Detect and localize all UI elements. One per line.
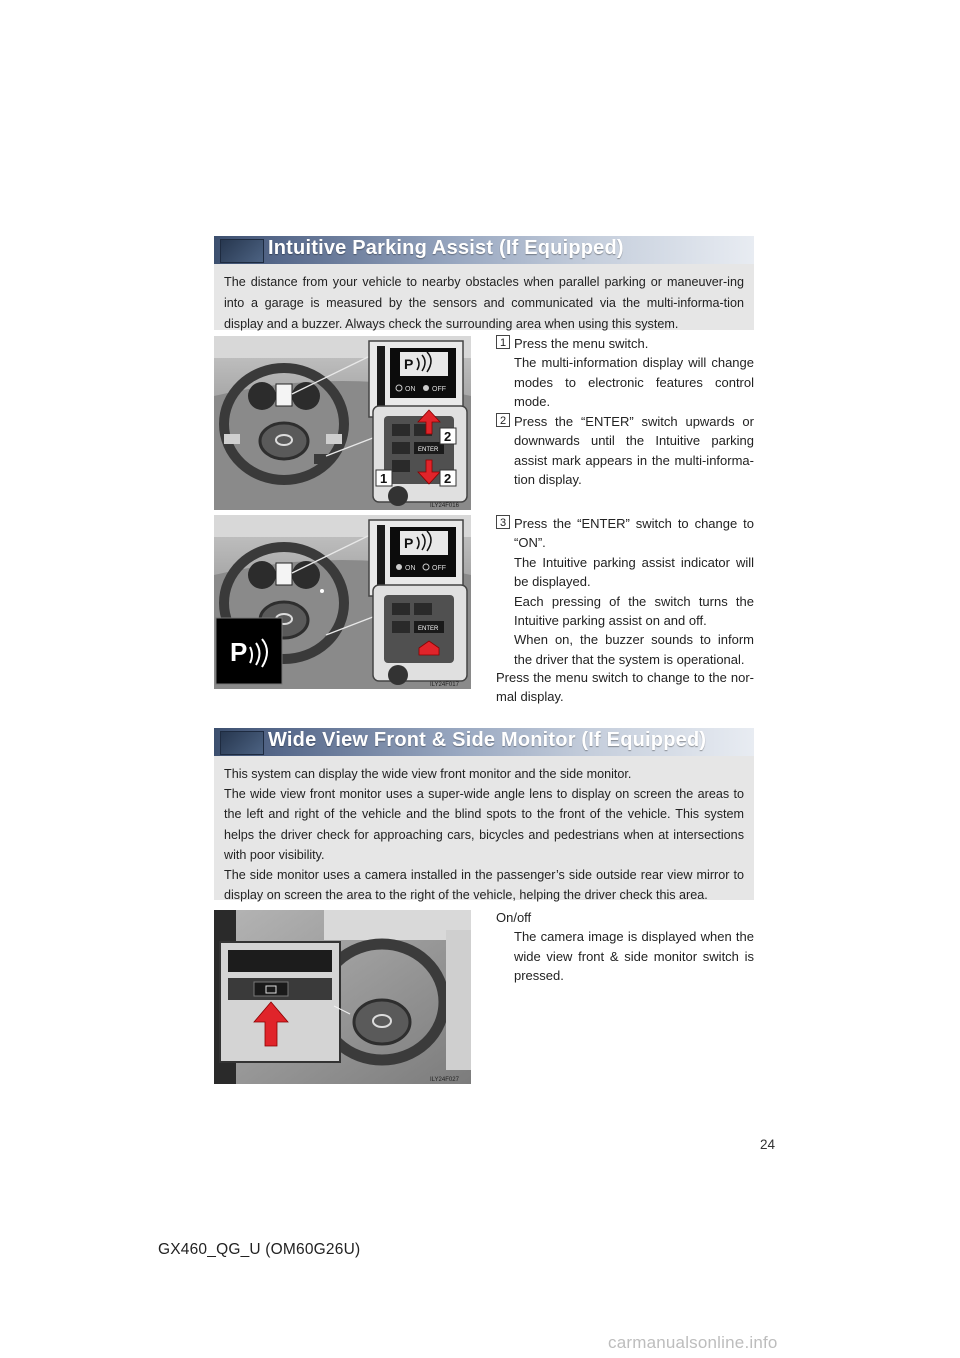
step-3 <box>496 514 754 669</box>
step-number: 1 <box>496 335 510 349</box>
header-thumbnail <box>220 731 264 755</box>
document-code: GX460_QG_U (OM60G26U) <box>158 1241 361 1258</box>
watermark: carmanualsonline.info <box>608 1333 778 1352</box>
svg-text:P: P <box>230 637 248 667</box>
step-text: When on, the buzzer sounds to inform the driver that the system is operational. <box>514 632 754 667</box>
intro-text: The wide view front monitor uses a super-wide angle lens to display on screen the areas to the left and right of the vehicle and the blind spots to the front of the vehicle. This system helps the driver check for approaching cars, bicycles and pedestrians when at intersections with poor visibility. <box>224 787 744 862</box>
header-thumbnail <box>220 239 264 263</box>
onoff-text: The camera image is displayed when the wide view front & side monitor switch is pressed. <box>514 929 754 984</box>
step-number: 3 <box>496 515 510 529</box>
step-text: Press the menu switch. <box>514 336 649 351</box>
intro-text: This system can display the wide view front monitor and the side monitor. <box>224 767 632 781</box>
figure-dashboard-2 <box>214 515 471 689</box>
section-title: Wide View Front & Side Monitor (If Equipped) <box>268 729 707 751</box>
fig1-off-label: OFF <box>432 386 446 393</box>
page-number: 24 <box>760 1137 776 1152</box>
onoff-label: On/off <box>496 910 532 925</box>
section-header-parking-assist <box>214 236 754 264</box>
figure-code: ILY24F017 <box>430 682 459 688</box>
section-title: Intuitive Parking Assist (If Equipped) <box>268 237 624 259</box>
intro-text: The side monitor uses a camera installed in the passenger’s side outside rear view mirror to display on screen the area to the right of the vehicle, helping the driver check this area. <box>224 868 744 903</box>
fig1-callout-2a: 2 <box>444 429 452 444</box>
fig2-enter-label: ENTER <box>418 626 439 632</box>
intro-text: The distance from your vehicle to nearby obstacles when parallel parking or maneuver-ing into a garage is measured by the sensors and communicated via the multi-informa-tion display and a buzzer. Always check the surrounding area when using this system. <box>224 275 744 331</box>
figure-code: ILY24F016 <box>430 503 459 509</box>
step-text: Press the “ENTER” switch to change to “ON”. <box>514 516 754 551</box>
step-text: Press the “ENTER” switch upwards or downwards until the Intuitive parking assist mark appears in the multi-informa-tion display. <box>514 414 754 488</box>
step-number: 2 <box>496 413 510 427</box>
figure-dashboard-1 <box>214 336 471 510</box>
fig1-on-label: ON <box>405 386 416 393</box>
step-text: Each pressing of the switch turns the Intuitive parking assist on and off. <box>514 593 754 629</box>
svg-text:P: P <box>404 535 414 551</box>
figure-monitor-switch <box>214 910 471 1084</box>
intro-box <box>214 756 754 903</box>
step-text: The Intuitive parking assist indicator will be displayed. <box>514 554 754 590</box>
intro-box <box>214 264 754 330</box>
svg-text:P: P <box>404 356 414 372</box>
fig1-callout-1: 1 <box>380 471 388 486</box>
section-header-wide-view-monitor <box>214 728 754 756</box>
onoff-block <box>496 908 754 986</box>
step-text: The multi-information display will change modes to electronic features control mode. <box>514 355 754 410</box>
fig2-off-label: OFF <box>432 565 446 572</box>
closing-note: Press the menu switch to change to the nor-mal display. <box>496 670 754 705</box>
step-1 <box>496 334 754 412</box>
fig2-on-label: ON <box>405 565 416 572</box>
step-2 <box>496 412 754 490</box>
fig1-callout-2b: 2 <box>444 471 452 486</box>
figure-code: ILY24F027 <box>430 1077 459 1083</box>
fig1-enter-label: ENTER <box>418 447 439 453</box>
